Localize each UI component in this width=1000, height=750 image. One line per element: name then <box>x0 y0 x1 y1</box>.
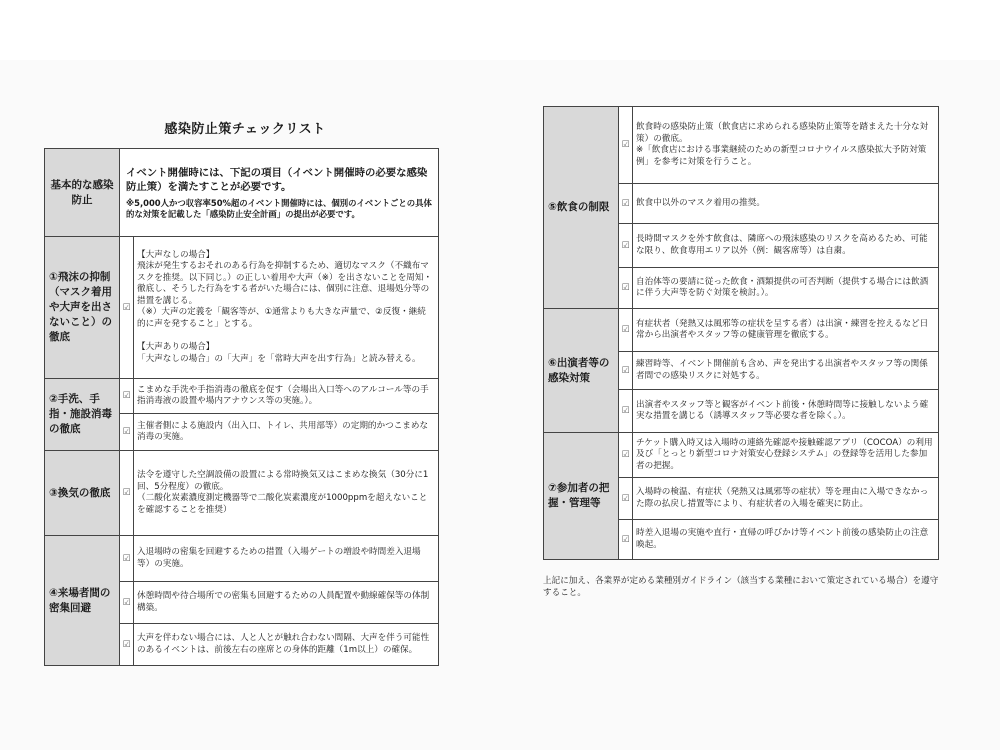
item-line: 飛沫が発生するおそれのある行為を抑制するため、適切なマスク（不織布マスクを推奨。以下同じ。）の正しい着用や大声（※）を出さないことを周知・徹底し、そうした行為をする者がいた場合には、個別に注意、退場処分等の措置を講じる。 <box>137 261 433 306</box>
section-header: ⑦参加者の把握・管理等 <box>544 433 619 560</box>
item-line: 時差入退場の実施や直行・直帰の呼びかけ等イベント前後の感染防止の注意喚起。 <box>636 528 929 550</box>
footnote: 上記に加え、各業界が定める業種別ガイドライン（該当する業種において策定されている場合）を遵守すること。 <box>543 576 939 598</box>
basic-main-text: イベント開催時には、下記の項目（イベント開催時の必要な感染防止策）を満たすことが必要です。 <box>126 166 428 193</box>
right-row <box>544 433 939 478</box>
right-row <box>544 107 939 184</box>
item-line: （二酸化炭素濃度測定機器等で二酸化炭素濃度が1000ppmを超えないことを確認することを推奨） <box>137 493 428 515</box>
section-header: ②手洗、手指・施設消毒の徹底 <box>45 379 120 451</box>
checklist-table-left <box>44 148 439 666</box>
left-row <box>45 536 439 582</box>
item-line: 練習時等、イベント開催前も含め、声を発出する出演者やスタッフ等の関係者間での感染リスクに対処する。 <box>636 359 928 381</box>
checklist-item-text <box>633 268 939 309</box>
checklist-item-text <box>134 451 439 536</box>
item-line: 休憩時間や待合場所での密集も回避するための人員配置や動線確保等の体制構築。 <box>137 591 430 613</box>
checklist-table-right <box>543 106 939 560</box>
checkbox-icon[interactable]: ☑ <box>120 536 134 582</box>
checkbox-icon[interactable]: ☑ <box>120 582 134 624</box>
item-line: 飲食中以外のマスク着用の推奨。 <box>636 197 765 208</box>
checkbox-icon[interactable]: ☑ <box>619 309 633 352</box>
basic-description <box>120 149 439 237</box>
left-row <box>45 379 439 414</box>
checklist-item-text <box>134 624 439 666</box>
checklist-item-text <box>134 414 439 451</box>
document-title: 感染防止策チェックリスト <box>164 122 326 137</box>
checkbox-icon[interactable]: ☑ <box>619 520 633 560</box>
item-line: 入退場時の密集を回避するための措置（入場ゲートの増設や時間差入退場等）の実施。 <box>137 547 421 569</box>
checklist-item-text <box>633 390 939 433</box>
item-line: 長時間マスクを外す飲食は、隣席への飛沫感染のリスクを高めるため、可能な限り、飲食専用エリア以外（例：観客席等）は自粛。 <box>636 234 928 256</box>
item-line: （※）大声の定義を「観客等が、①通常よりも大きな声量で、②反復・継続的に声を発すること」とする。 <box>137 307 426 329</box>
section-header: ⑤飲食の制限 <box>544 107 619 309</box>
item-line: 出演者やスタッフ等と観客がイベント前後・休憩時間等に接触しないよう確実な措置を講じる（誘導スタッフ等必要な者を除く。）。 <box>636 399 929 421</box>
item-line: 飲食時の感染防止策（飲食店に求められる感染防止策等を踏まえた十分な対策）の徹底。 <box>636 122 929 144</box>
item-line: 有症状者（発熱又は風邪等の症状を呈する者）は出演・練習を控えるなど日常から出演者やスタッフ等の健康管理を徹底する。 <box>636 318 929 340</box>
spacer <box>137 330 433 342</box>
item-line: チケット購入時又は入場時の連絡先確認や接触確認アプリ（COCOA）の利用及び「とっとり新型コロナ対策安心登録システム」の登録等を活用した参加者の把握。 <box>636 437 933 471</box>
checklist-item-text <box>134 379 439 414</box>
checklist-item-text <box>633 520 939 560</box>
checkbox-icon[interactable]: ☑ <box>120 624 134 666</box>
checklist-item-text <box>134 237 439 379</box>
section-header: ④来場者間の密集回避 <box>45 536 120 666</box>
checkbox-icon[interactable]: ☑ <box>619 352 633 390</box>
item-line: 主催者側による施設内（出入口、トイレ、共用部等）の定期的かつこまめな消毒の実施。 <box>137 420 429 442</box>
item-line: 【大声なしの場合】 <box>137 249 215 260</box>
checkbox-icon[interactable]: ☑ <box>120 379 134 414</box>
left-row <box>45 451 439 536</box>
checklist-item-text <box>633 352 939 390</box>
checkbox-icon[interactable]: ☑ <box>120 451 134 536</box>
checkbox-icon[interactable]: ☑ <box>619 478 633 520</box>
basic-header: 基本的な感染防止 <box>45 149 120 237</box>
checkbox-icon[interactable]: ☑ <box>120 237 134 379</box>
item-line: 法令を遵守した空調設備の設置による常時換気又はこまめな換気（30分に1回、5分程度）の徹底。 <box>137 470 429 492</box>
top-band <box>0 0 1000 60</box>
checklist-item-text <box>134 582 439 624</box>
section-header: ③換気の徹底 <box>45 451 120 536</box>
right-row <box>544 309 939 352</box>
checklist-item-text <box>633 224 939 268</box>
checklist-item-text <box>633 309 939 352</box>
checkbox-icon[interactable]: ☑ <box>619 107 633 184</box>
item-line: 大声を伴わない場合には、人と人とが触れ合わない間隔、大声を伴う可能性のあるイベントは、前後左右の座席との身体的距離（1m以上）の確保。 <box>137 633 430 655</box>
checklist-item-text <box>633 184 939 224</box>
checkbox-icon[interactable]: ☑ <box>120 414 134 451</box>
checkbox-icon[interactable]: ☑ <box>619 184 633 224</box>
left-row <box>45 237 439 379</box>
section-header: ①飛沫の抑制（マスク着用や大声を出さないこと）の徹底 <box>45 237 120 379</box>
item-line: ※「飲食店における事業継続のための新型コロナウイルス感染拡大予防対策例」を参考に対策を行うこと。 <box>636 145 927 167</box>
item-line: 「大声なしの場合」の「大声」を「常時大声を出す行為」と読み替える。 <box>137 353 421 364</box>
checklist-item-text <box>633 433 939 478</box>
item-line: 自治体等の要請に従った飲食・酒類提供の可否判断（提供する場合には飲酒に伴う大声等を防ぐ対策を検討。）。 <box>636 276 929 298</box>
basic-note-text: ※5,000人かつ収容率50%超のイベント開催時には、個別のイベントごとの具体的な対策を記載した「感染防止安全計画」の提出が必要です。 <box>126 197 432 219</box>
checkbox-icon[interactable]: ☑ <box>619 224 633 268</box>
checklist-item-text <box>134 536 439 582</box>
item-line: 【大声ありの場合】 <box>137 342 215 353</box>
item-line: こまめな手洗や手指消毒の徹底を促す（会場出入口等へのアルコール等の手指消毒液の設置や場内アナウンス等の実施。）。 <box>137 384 429 406</box>
checkbox-icon[interactable]: ☑ <box>619 390 633 433</box>
checklist-item-text <box>633 478 939 520</box>
section-header: ⑥出演者等の感染対策 <box>544 309 619 433</box>
checklist-item-text <box>633 107 939 184</box>
checkbox-icon[interactable]: ☑ <box>619 433 633 478</box>
item-line: 入場時の検温、有症状（発熱又は風邪等の症状）等を理由に入場できなかった際の払戻し措置等により、有症状者の入場を確実に防止。 <box>636 487 929 509</box>
checkbox-icon[interactable]: ☑ <box>619 268 633 309</box>
basic-row <box>45 149 439 237</box>
